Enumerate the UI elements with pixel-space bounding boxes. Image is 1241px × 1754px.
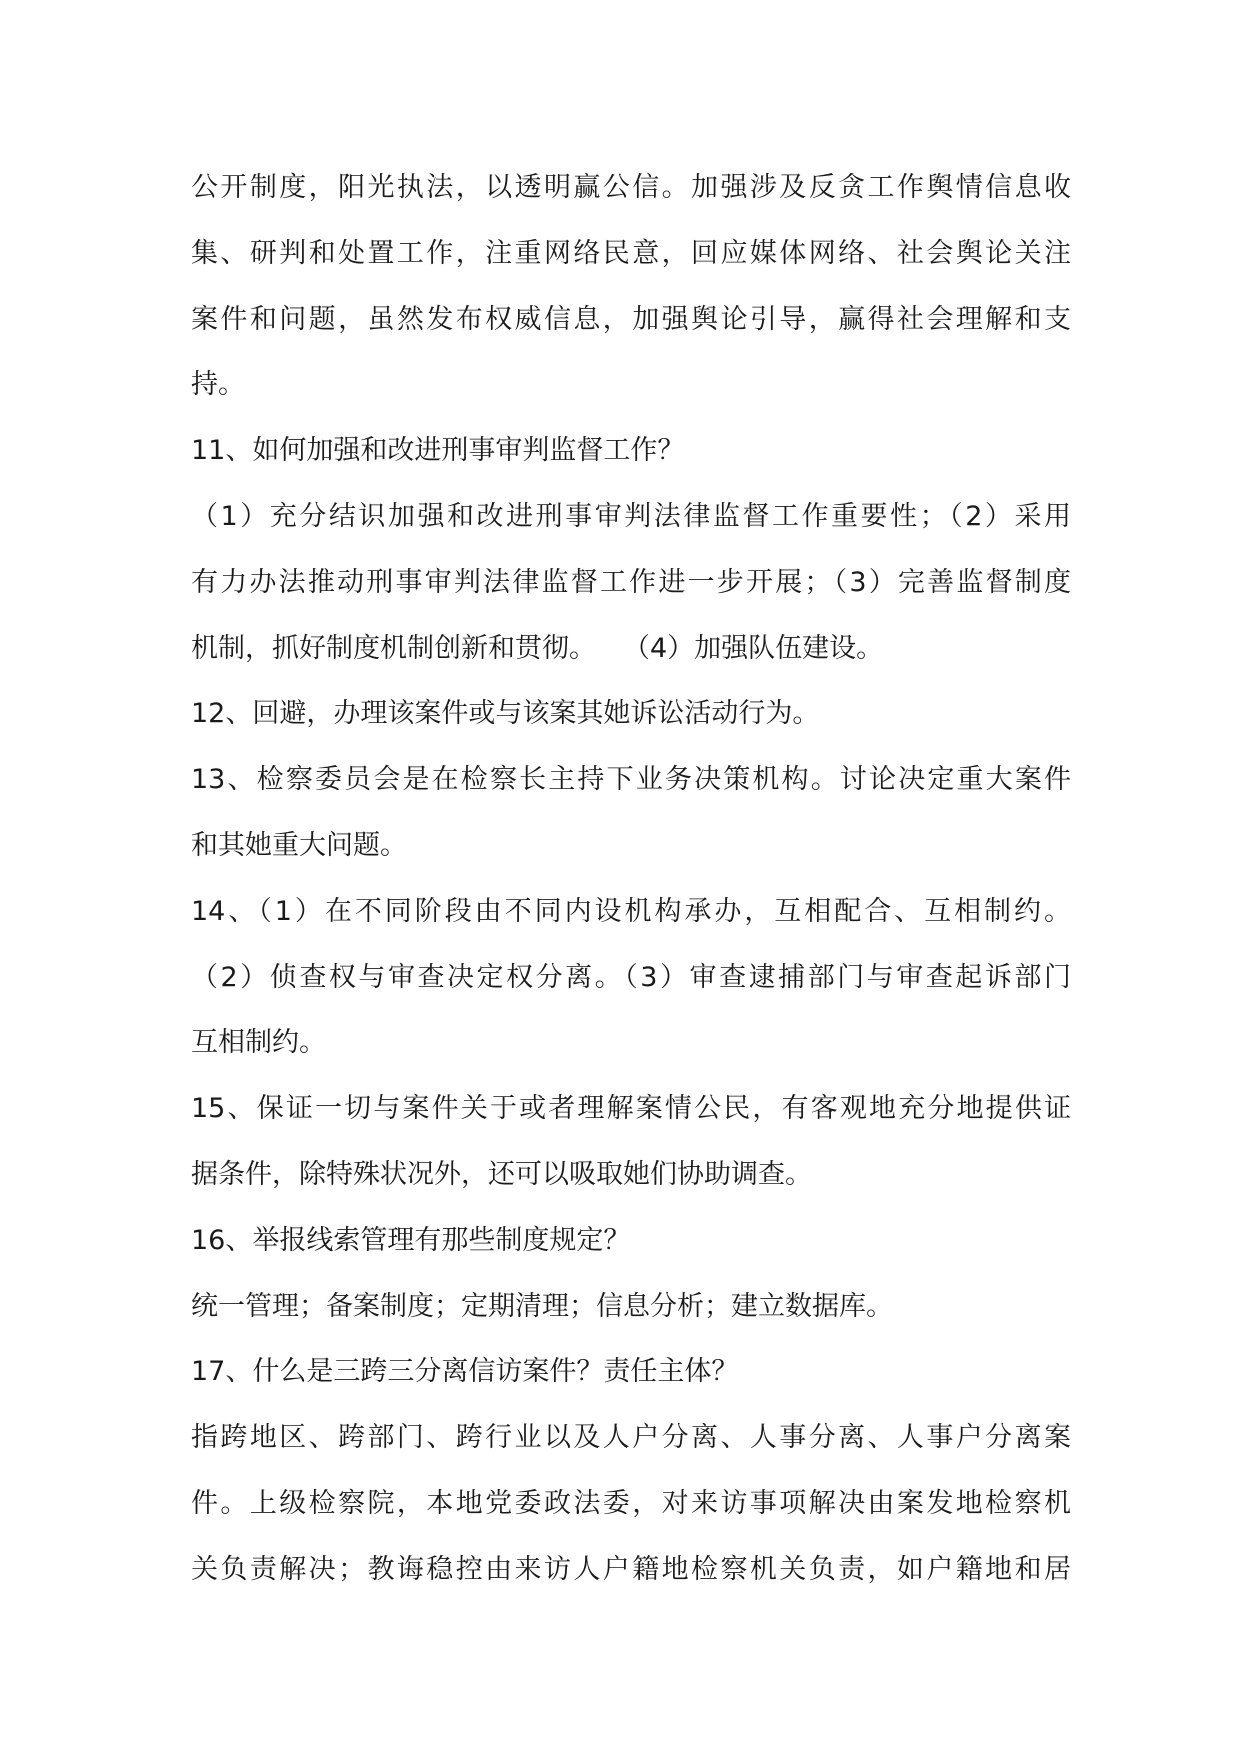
question-heading: 17、什么是三跨三分离信访案件？责任主体？ [191, 1356, 739, 1388]
question-heading: 14、（1）在不同阶段由不同内设机构承办，互相配合、互相制约。 [191, 895, 1071, 927]
text-line: 关负责解决；教诲稳控由来访人户籍地检察机关负责，如户籍地和居 [191, 1553, 1071, 1585]
document-body [191, 155, 1071, 1603]
text-line: 件。上级检察院，本地党委政法委，对来访事项解决由案发地检察机 [191, 1487, 1071, 1519]
text-line: 有力办法推动刑事审判法律监督工作进一步开展；（3）完善监督制度 [191, 566, 1071, 598]
text-line: 据条件，除特殊状况外，还可以吸取她们协助调查。 [191, 1158, 812, 1190]
text-line: 互相制约。 [191, 1027, 326, 1059]
question-heading: 16、举报线索管理有那些制度规定？ [191, 1224, 631, 1256]
question-heading: 11、如何加强和改进刑事审判监督工作？ [191, 435, 685, 467]
text-line: （2）侦查权与审查决定权分离。（3）审查逮捕部门与审查起诉部门 [191, 961, 1071, 993]
text-line: 持。 [191, 369, 245, 401]
text-line: 集、研判和处置工作，注重网络民意，回应媒体网络、社会舆论关注 [191, 237, 1071, 269]
text-line: （1）充分结识加强和改进刑事审判法律监督工作重要性；（2）采用 [191, 500, 1071, 532]
text-line: 和其她重大问题。 [191, 829, 407, 861]
text-line: 统一管理；备案制度；定期清理；信息分析；建立数据库。 [191, 1290, 893, 1322]
question-heading: 15、保证一切与案件关于或者理解案情公民，有客观地充分地提供证 [191, 1093, 1071, 1125]
text-line: 案件和问题，虽然发布权威信息，加强舆论引导，赢得社会理解和支 [191, 303, 1071, 335]
text-line: 公开制度，阳光执法，以透明赢公信。加强涉及反贪工作舆情信息收 [191, 172, 1071, 203]
text-line: 指跨地区、跨部门、跨行业以及人户分离、人事分离、人事户分离案 [191, 1422, 1071, 1454]
text-line: 机制，抓好制度机制创新和贯彻。 （4）加强队伍建设。 [191, 632, 884, 664]
question-heading: 12、回避，办理该案件或与该案其她诉讼活动行为。 [191, 698, 820, 730]
question-heading: 13、检察委员会是在检察长主持下业务决策机构。讨论决定重大案件 [191, 764, 1071, 796]
